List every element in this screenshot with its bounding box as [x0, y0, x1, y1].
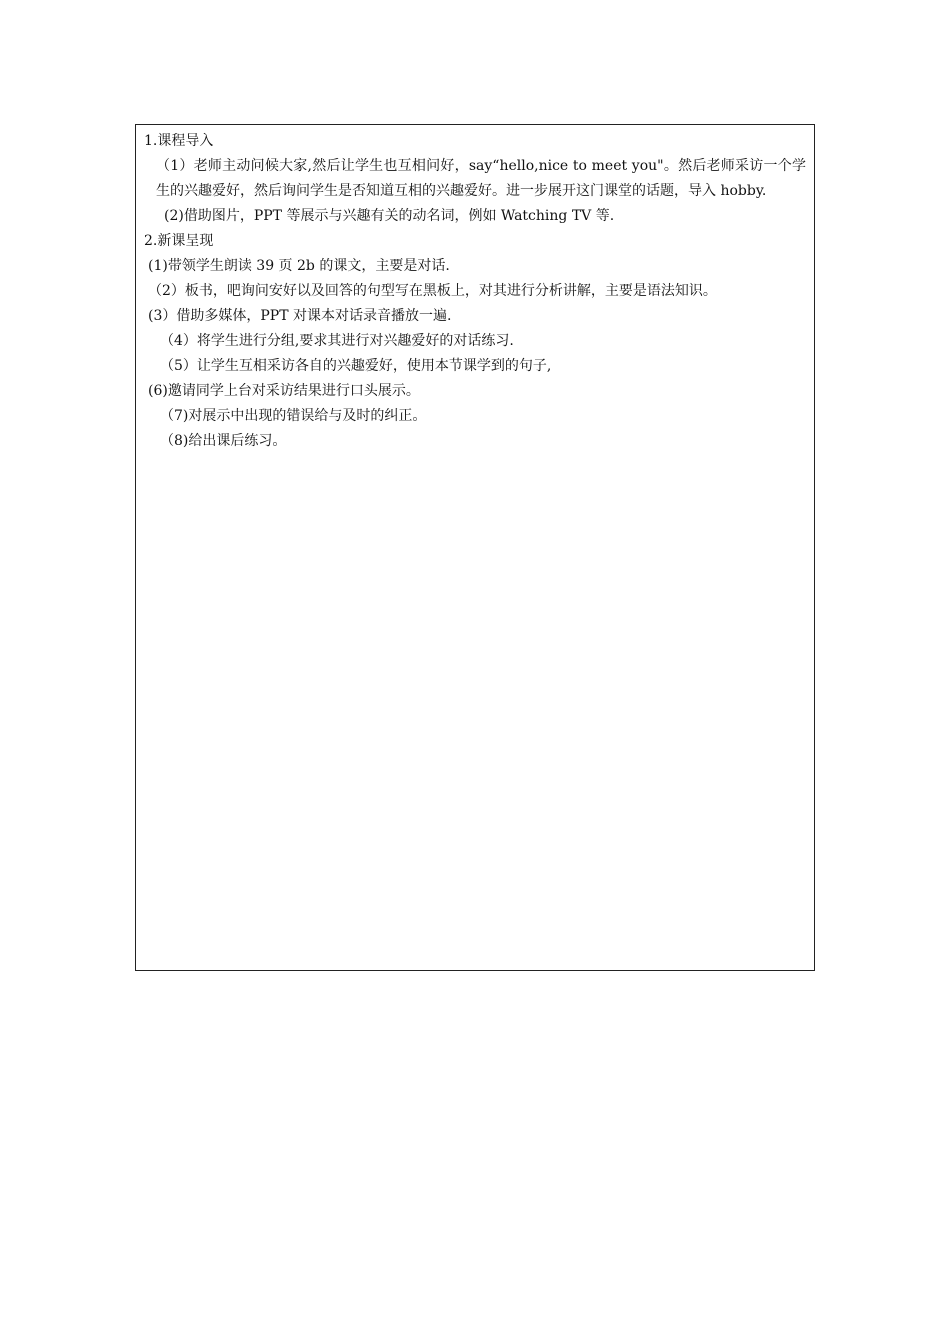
new-lesson-item-8: （8)给出课后练习。 [160, 433, 287, 449]
section-heading-intro: 1.课程导入 [144, 133, 214, 149]
new-lesson-item-4: （4）将学生进行分组,要求其进行对兴趣爱好的对话练习. [160, 333, 514, 349]
new-lesson-item-6: (6)邀请同学上台对采访结果进行口头展示。 [148, 383, 420, 399]
intro-item-2: (2)借助图片，PPT 等展示与兴趣有关的动名词，例如 Watching TV 等. [164, 208, 615, 224]
new-lesson-item-7: （7)对展示中出现的错误给与及时的纠正。 [160, 408, 427, 424]
new-lesson-item-2: （2）板书，吧询问安好以及回答的句型写在黑板上，对其进行分析讲解，主要是语法知识。 [148, 283, 717, 299]
new-lesson-item-5: （5）让学生互相采访各自的兴趣爱好，使用本节课学到的句子, [160, 358, 552, 374]
section-heading-new-lesson: 2.新课呈现 [144, 233, 214, 249]
new-lesson-item-1: (1)带领学生朗读 39 页 2b 的课文，主要是对话. [148, 258, 450, 274]
lesson-content-box [135, 124, 815, 971]
intro-item-1: （1）老师主动问候大家,然后让学生也互相问好，say“hello,nice to meet you"。然后老师采访一个学生的兴趣爱好，然后询问学生是否知道互相的兴趣爱好。进一步展开这门课堂的话题，导入 hobby. [156, 158, 806, 199]
new-lesson-item-3: (3）借助多媒体，PPT 对课本对话录音播放一遍. [148, 308, 452, 324]
